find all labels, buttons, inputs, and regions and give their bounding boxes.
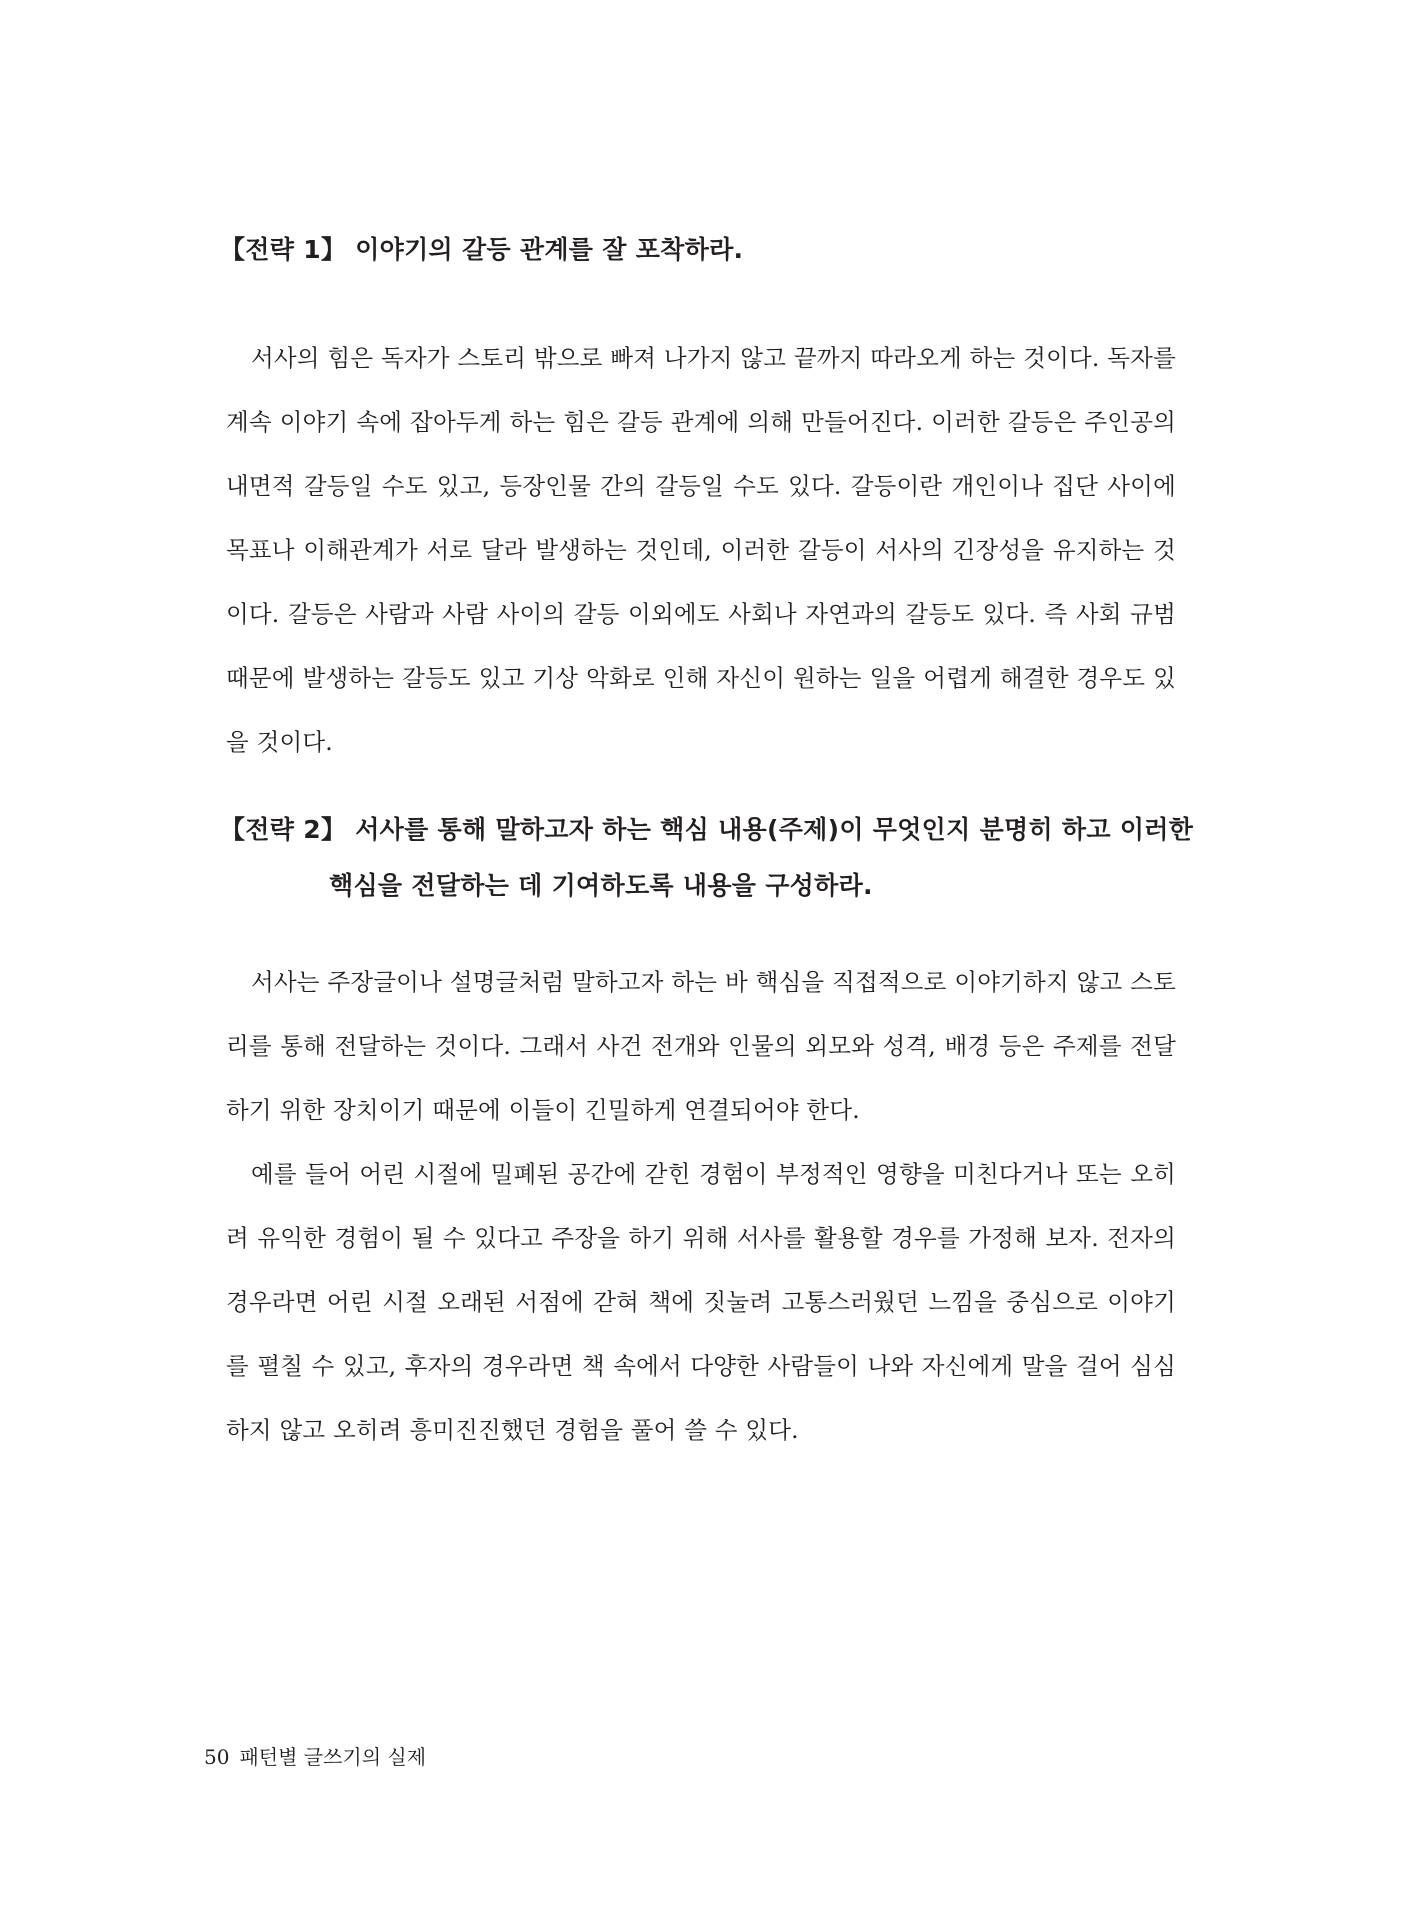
strategy-1-paragraph: 서사의 힘은 독자가 스토리 밖으로 빠져 나가지 않고 끝까지 따라오게 하는 것이다. 독자를 계속 이야기 속에 잡아두게 하는 힘은 갈등 관계에 의해 만들어진다. 이러한 갈등은 주인공의 내면적 갈등일 수도 있고, 등장인물 간의 갈등일 수도 있다. 갈등이란 개인이나 집단 사이에 목표나 이해관계가 서로 달라 발생하는 것인데, 이러한 갈등이 서사의 긴장성을 유지하는 것이다. 갈등은 사람과 사람 사이의 갈등 이외에도 사회나 자연과의 갈등도 있다. 즉 사회 규범 때문에 발생하는 갈등도 있고 기상 악화로 인해 자신이 원하는 일을 어렵게 해결한 경우도 있을 것이다. <box>226 344 1176 756</box>
strategy-2-heading-line-1: 【전략 2】 서사를 통해 말하고자 하는 핵심 내용(주제)이 무엇인지 분명히 하고 이러한 <box>220 815 1194 844</box>
book-title: 패턴별 글쓰기의 실제 <box>239 1745 427 1769</box>
page-number: 50 <box>204 1745 230 1769</box>
strategy-2-paragraph-2: 예를 들어 어린 시절에 밀폐된 공간에 갇힌 경험이 부정적인 영향을 미친다거나 또는 오히려 유익한 경험이 될 수 있다고 주장을 하기 위해 서사를 활용할 경우를 가정해 보자. 전자의 경우라면 어린 시절 오래된 서점에 갇혀 책에 짓눌려 고통스러웠던 느낌을 중심으로 이야기를 펼칠 수 있고, 후자의 경우라면 책 속에서 다양한 사람들이 나와 자신에게 말을 걸어 심심하지 않고 오히려 흥미진진했던 경험을 풀어 쓸 수 있다. <box>226 1160 1176 1444</box>
strategy-2-heading <box>220 802 1193 914</box>
strategy-2-paragraph-1: 서사는 주장글이나 설명글처럼 말하고자 하는 바 핵심을 직접적으로 이야기하지 않고 스토리를 통해 전달하는 것이다. 그래서 사건 전개와 인물의 외모와 성격, 배경 등은 주제를 전달하기 위한 장치이기 때문에 이들이 긴밀하게 연결되어야 한다. <box>226 968 1176 1124</box>
strategy-2-heading-line-2: 핵심을 전달하는 데 기여하도록 내용을 구성하라. <box>329 871 873 900</box>
page-footer <box>204 1742 426 1772</box>
strategy-1-heading: 【전략 1】 이야기의 갈등 관계를 잘 포착하라. <box>220 235 744 264</box>
